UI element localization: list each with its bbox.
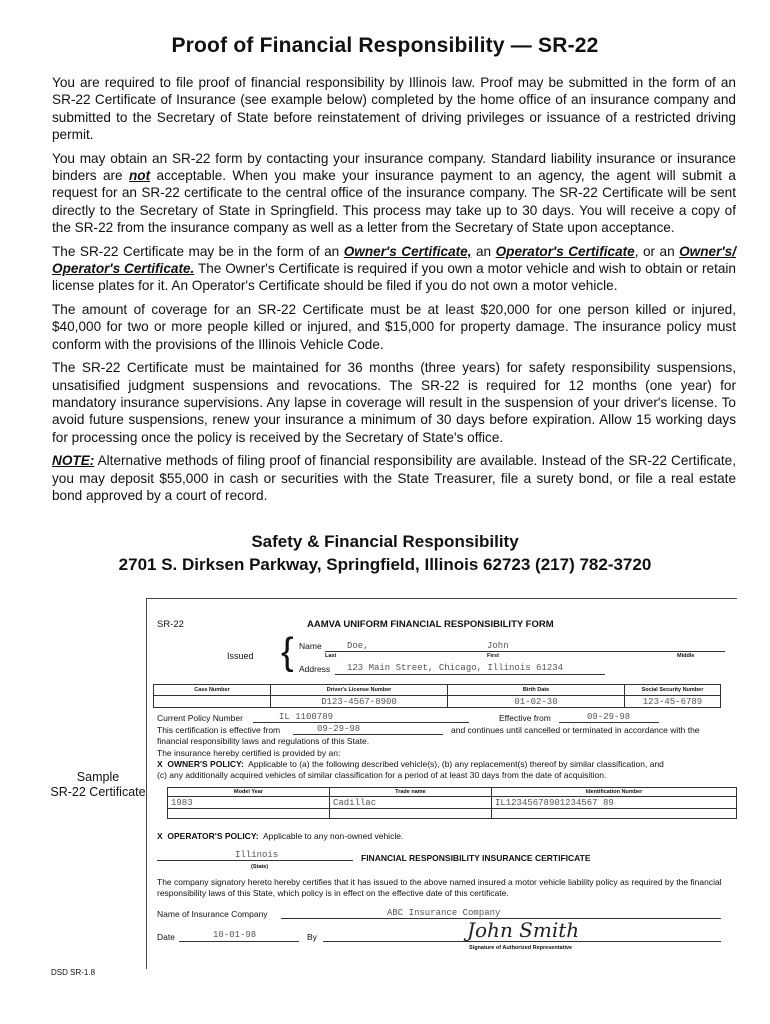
license-header-row bbox=[154, 685, 721, 696]
paragraph-note bbox=[52, 452, 736, 504]
vehicle-table bbox=[167, 787, 737, 819]
sample-label-line: Sample bbox=[76, 770, 120, 784]
identification-header: Identification Number bbox=[491, 788, 736, 797]
text-segment: You may obtain an SR-22 form by contacting your insurance company. Standard liability insurance or insurance binders are bbox=[52, 150, 736, 184]
owners-certificate-term: Owner's Certificate, bbox=[343, 243, 472, 259]
date-label: Date bbox=[157, 932, 175, 942]
vehicle-header-row bbox=[168, 788, 737, 797]
sample-label-line: SR-22 Certificate bbox=[50, 785, 146, 799]
birth-date-cell: 01-02-30 bbox=[448, 696, 625, 708]
ssn-cell: 123-45-6789 bbox=[625, 696, 721, 708]
signature-caption: Signature of Authorized Representative bbox=[469, 945, 573, 951]
certify-text: The company signatory hereto hereby certifies that it has issued to the above named insured a motor vehicle liability policy as required by the financial responsibility laws of this State, which policy is in effect on the effective date of this certificate. bbox=[157, 877, 722, 898]
company-value: ABC Insurance Company bbox=[387, 908, 501, 918]
ssn-header: Social Security Number bbox=[625, 685, 721, 696]
model-year-header: Model Year bbox=[168, 788, 330, 797]
signature: John Smith bbox=[467, 918, 580, 942]
fr-cert-title: FINANCIAL RESPONSIBILITY INSURANCE CERTIFICATE bbox=[361, 853, 591, 863]
address-line bbox=[335, 674, 605, 675]
owner-policy-text2: (c) any additionally acquired vehicles of similar classification for a period of at least 30 days from the date of acquisition. bbox=[157, 770, 607, 780]
paragraph-obtaining bbox=[52, 150, 736, 237]
cert-effective-tail: and continues until cancelled or terminated in accordance with the bbox=[451, 725, 700, 735]
text-segment: The SR-22 Certificate may be in the form of an bbox=[52, 243, 344, 259]
page-title: Proof of Financial Responsibility — SR-22 bbox=[171, 34, 599, 57]
form-heading: AAMVA UNIFORM FINANCIAL RESPONSIBILITY FORM bbox=[307, 619, 554, 630]
operators-certificate-term: Operator's Certificate bbox=[495, 243, 635, 259]
form-code: SR-22 bbox=[157, 619, 184, 630]
address-label: Address bbox=[299, 664, 331, 674]
trade-name-cell: Cadillac bbox=[329, 797, 491, 809]
vehicle-empty-row bbox=[168, 809, 737, 819]
brace-icon: { bbox=[281, 631, 294, 673]
cert-effective-line bbox=[293, 734, 443, 735]
first-label: First bbox=[487, 653, 499, 659]
text-segment: , or an bbox=[634, 243, 680, 259]
license-value-row bbox=[154, 696, 721, 708]
license-number-cell: D123-4567-8900 bbox=[271, 696, 448, 708]
office-name: Safety & Financial Responsibility bbox=[251, 532, 519, 551]
office-address: 2701 S. Dirksen Parkway, Springfield, Illinois 62723 (217) 782-3720 bbox=[118, 555, 652, 574]
company-label: Name of Insurance Company bbox=[157, 909, 268, 919]
empty-cell bbox=[329, 809, 491, 819]
cert-effective-value: 09-29-98 bbox=[317, 724, 361, 734]
owner-policy-label: OWNER'S POLICY: bbox=[167, 759, 244, 769]
text-segment: Alternative methods of filing proof of financial responsibility are available. Instead of the SR-22 Certificate, you may deposit $55,000 in cash or securities with the State Treasurer, file a surety bond, or file a real estate bond approved by a court of record. bbox=[52, 453, 736, 503]
vehicle-value-row bbox=[168, 797, 737, 809]
policy-number-value: IL 1100789 bbox=[279, 712, 334, 722]
case-number-cell bbox=[154, 696, 271, 708]
note-label: NOTE: bbox=[52, 453, 95, 469]
text-segment: acceptable. When you make your insurance payment to an agency, the agent will submit a request for an SR-22 certificate to the central office of the insurance company. The SR-22 Certificate will be sent directly to the Secretary of State in Springfield. This process may take up to 30 days. You will receive a copy of the SR-22 from the insurance company as well as a letter from the Secretary of State upon acceptance. bbox=[52, 168, 736, 236]
owner-policy-line bbox=[157, 759, 664, 769]
text-segment: an bbox=[471, 243, 496, 259]
effective-from-value: 09-29-98 bbox=[587, 712, 631, 722]
last-label: Last bbox=[325, 653, 337, 659]
license-table bbox=[153, 684, 721, 708]
owners-operators-certificate-term: Owner's/ Operator's Certificate. bbox=[52, 243, 736, 277]
date-value: 10-01-98 bbox=[213, 930, 257, 940]
policy-number-label: Current Policy Number bbox=[157, 713, 243, 723]
operator-policy-text: Applicable to any non-owned vehicle. bbox=[262, 831, 404, 841]
case-number-header: Case Number bbox=[154, 685, 271, 696]
empty-cell bbox=[168, 809, 330, 819]
name-last-value: Doe, bbox=[347, 641, 369, 651]
license-number-header: Driver's License Number bbox=[271, 685, 448, 696]
operator-policy-line bbox=[157, 831, 403, 841]
address-value: 123 Main Street, Chicago, Illinois 61234 bbox=[347, 663, 564, 673]
effective-from-line bbox=[559, 722, 659, 723]
effective-from-label: Effective from bbox=[499, 713, 551, 723]
birth-date-header: Birth Date bbox=[448, 685, 625, 696]
empty-cell bbox=[491, 809, 736, 819]
operator-policy-check: X bbox=[157, 831, 163, 841]
owner-policy-text: Applicable to (a) the following described vehicle(s), (b) any replacement(s) thereof by similar classification, and bbox=[248, 759, 664, 769]
insurance-line: The insurance hereby certified is provided by an: bbox=[157, 748, 341, 758]
middle-label: Middle bbox=[677, 653, 695, 659]
form-footer-code: DSD SR-1.8 bbox=[51, 968, 96, 977]
paragraph-coverage: The amount of coverage for an SR-22 Certificate must be at least $20,000 for one person killed or injured, $40,000 for two or more people killed or injured, and $15,000 for property damage. The insurance policy must conform with the provisions of the Illinois Vehicle Code. bbox=[52, 301, 736, 352]
policy-number-line bbox=[253, 722, 469, 723]
date-line bbox=[179, 941, 299, 942]
sr22-sample-form bbox=[146, 598, 737, 969]
identification-cell: IL12345678901234567 89 bbox=[491, 797, 736, 809]
laws-line: financial responsibility laws and regulations of this State. bbox=[157, 736, 370, 746]
operator-policy-label: OPERATOR'S POLICY: bbox=[167, 831, 259, 841]
issued-label: Issued bbox=[227, 651, 254, 661]
sample-label bbox=[48, 770, 148, 800]
state-line bbox=[157, 860, 353, 861]
paragraph-duration: The SR-22 Certificate must be maintained for 36 months (three years) for safety responsibility suspensions, unsatisified judgment suspensions and revocations. The SR-22 is required for 12 months (one year) for mandatory insurance supervisions. Any lapse in coverage will result in the suspension of your driver's license. To avoid future suspensions, renew your insurance a minimum of 30 days before expiration. Allow 15 working days for processing once the policy is received by the Secretary of State's office. bbox=[52, 360, 736, 445]
model-year-cell: 1983 bbox=[168, 797, 330, 809]
trade-name-header: Trade name bbox=[329, 788, 491, 797]
owner-policy-check: X bbox=[157, 759, 163, 769]
emphasis-not: not bbox=[129, 168, 151, 184]
name-label: Name bbox=[299, 641, 322, 651]
name-line bbox=[325, 651, 725, 652]
state-value: Illinois bbox=[235, 850, 279, 860]
state-label: (State) bbox=[251, 864, 269, 870]
cert-effective-label: This certification is effective from bbox=[157, 725, 281, 735]
instructions-body bbox=[52, 74, 736, 510]
paragraph-certificate-types bbox=[52, 243, 736, 295]
paragraph-filing: You are required to file proof of financial responsibility by Illinois law. Proof may be submitted in the form of an SR-22 Certificate of Insurance (see example below) completed by the home office of an insurance company and submitted to the Secretary of State before reinstatement of driving privileges or issuance of a restricted driving permit. bbox=[52, 75, 736, 143]
text-segment: The Owner's Certificate is required if you own a motor vehicle and wish to obtain or retain license plates for it. An Operator's Certificate should be filed if you do not own a motor vehicle. bbox=[52, 261, 736, 294]
by-label: By bbox=[307, 932, 317, 942]
name-first-value: John bbox=[487, 641, 509, 651]
